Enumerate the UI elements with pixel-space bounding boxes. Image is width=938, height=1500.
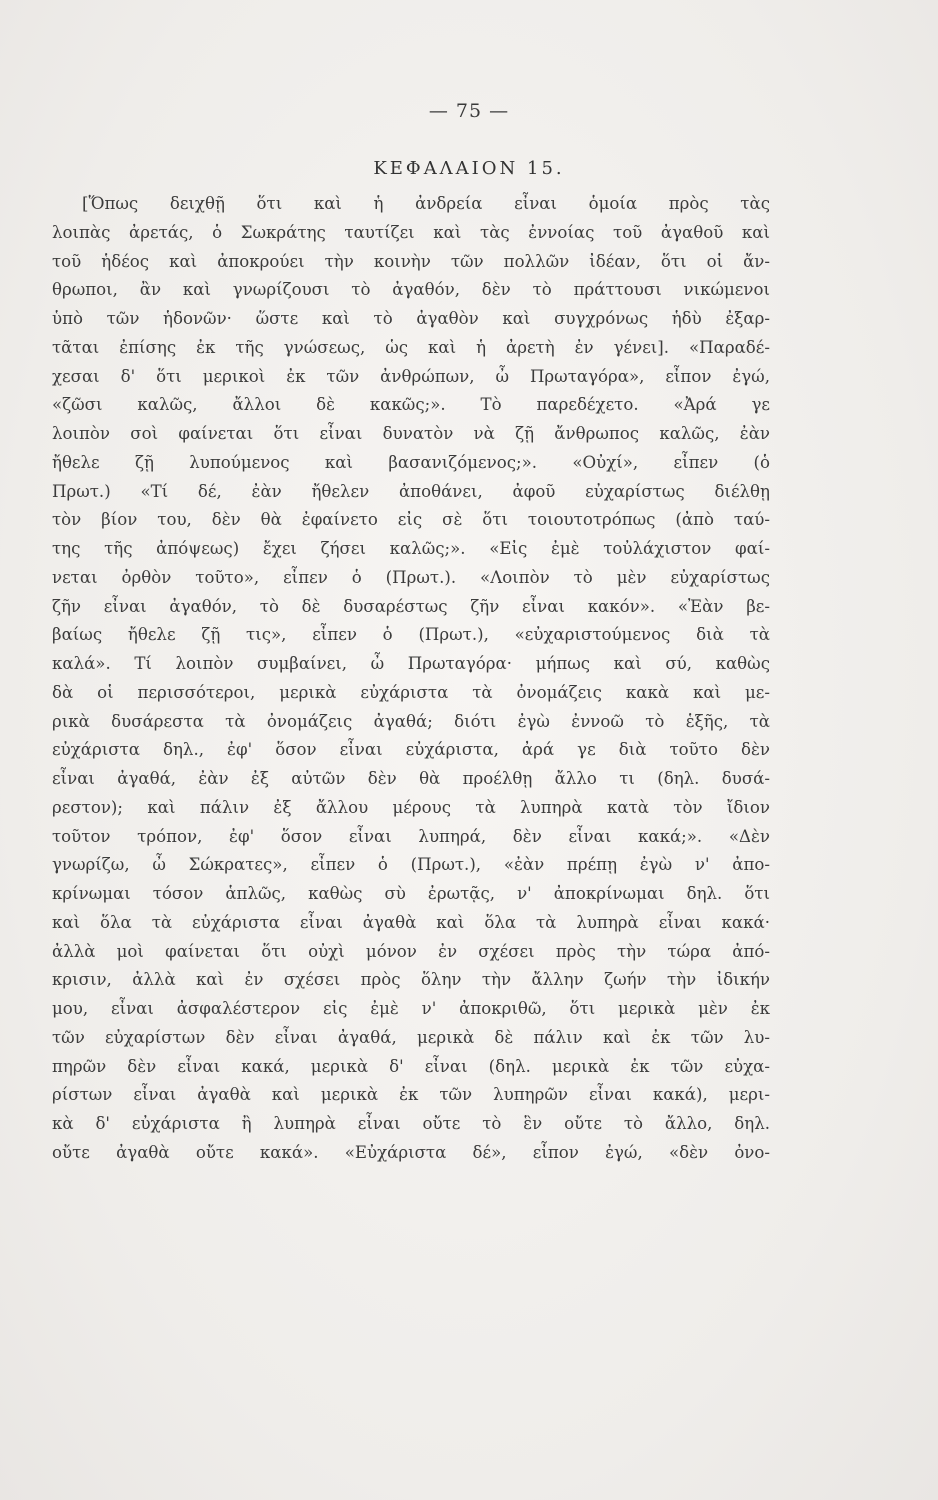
text-line: θρωποι, ἂν καὶ γνωρίζουσι τὸ ἀγαθόν, δὲν τὸ πράττουσι νικώμενοι	[52, 280, 770, 300]
text-line: μου, εἶναι ἀσφαλέστερον εἰς ἐμὲ ν' ἀποκριθῶ, ὅτι μερικὰ μὲν ἐκ	[52, 999, 770, 1018]
text-line: τὸν βίον του, δὲν θὰ ἐφαίνετο εἰς σὲ ὅτι τοιουτοτρόπως (ἀπὸ ταύ-	[52, 510, 770, 530]
text-line: ὑπὸ τῶν ἡδονῶν· ὥστε καὶ τὸ ἀγαθὸν καὶ συγχρόνως ἡδὺ ἐξαρ-	[52, 309, 770, 328]
text-line: γνωρίζω, ὦ Σώκρατες», εἶπεν ὁ (Πρωτ.), «ἐὰν πρέπῃ ἐγὼ ν' ἀπο-	[52, 855, 770, 875]
body-text	[52, 190, 770, 1168]
text-line: «ζῶσι καλῶς, ἄλλοι δὲ κακῶς;». Τὸ παρεδέχετο. «Ἀρά γε	[52, 395, 770, 415]
text-line: χεσαι δ' ὅτι μερικοὶ ἐκ τῶν ἀνθρώπων, ὦ Πρωταγόρα», εἶπον ἐγώ,	[52, 366, 770, 386]
text-line: λοιπὸν σοὶ φαίνεται ὅτι εἶναι δυνατὸν νὰ ζῇ ἄνθρωπος καλῶς, ἐὰν	[52, 424, 770, 443]
text-line: ζῆν εἶναι ἀγαθόν, τὸ δὲ δυσαρέστως ζῆν εἶναι κακόν». «Ἐὰν βε-	[52, 596, 770, 616]
text-line: κρισιν, ἀλλὰ καὶ ἐν σχέσει πρὸς ὅλην τὴν ἄλλην ζωήν τὴν ἰδικήν	[52, 970, 770, 990]
text-line: καὶ ὅλα τὰ εὐχάριστα εἶναι ἀγαθὰ καὶ ὅλα τὰ λυπηρὰ εἶναι κακά·	[52, 912, 770, 932]
text-line: πηρῶν δὲν εἶναι κακά, μερικὰ δ' εἶναι (δηλ. μερικὰ ἐκ τῶν εὐχα-	[52, 1056, 770, 1076]
text-line: εὐχάριστα δηλ., ἐφ' ὅσον εἶναι εὐχάριστα, ἀρά γε διὰ τοῦτο δὲν	[52, 740, 770, 760]
text-line: κὰ δ' εὐχάριστα ἢ λυπηρὰ εἶναι οὔτε τὸ ἓν οὔτε τὸ ἄλλο, δηλ.	[52, 1114, 770, 1133]
page-number: — 75 —	[428, 100, 510, 122]
text-line: ρίστων εἶναι ἀγαθὰ καὶ μερικὰ ἐκ τῶν λυπηρῶν εἶναι κακά), μερι-	[52, 1085, 770, 1105]
text-line: δὰ οἱ περισσότεροι, μερικὰ εὐχάριστα τὰ ὀνομάζεις κακὰ καὶ με-	[52, 682, 770, 702]
chapter-heading: ΚΕΦΑΛΑΙΟΝ 15.	[373, 158, 565, 179]
text-line: εἶναι ἀγαθά, ἐὰν ἐξ αὐτῶν δὲν θὰ προέλθῃ ἄλλο τι (δηλ. δυσά-	[52, 769, 770, 788]
text-line: [Ὅπως δειχθῇ ὅτι καὶ ἡ ἀνδρεία εἶναι ὁμοία πρὸς τὰς	[82, 194, 770, 213]
text-line: ἀλλὰ μοὶ φαίνεται ὅτι οὐχὶ μόνον ἐν σχέσει πρὸς τὴν τώρα ἀπό-	[52, 941, 770, 961]
text-line: τῶν εὐχαρίστων δὲν εἶναι ἀγαθά, μερικὰ δὲ πάλιν καὶ ἐκ τῶν λυ-	[52, 1027, 770, 1047]
text-line: τᾶται ἐπίσης ἐκ τῆς γνώσεως, ὡς καὶ ἡ ἀρετὴ ἐν γένει]. «Παραδέ-	[52, 337, 770, 357]
text-line: της τῆς ἀπόψεως) ἔχει ζήσει καλῶς;». «Εἰς ἐμὲ τοὐλάχιστον φαί-	[52, 539, 770, 558]
text-line: οὔτε ἀγαθὰ οὔτε κακά». «Εὐχάριστα δέ», εἶπον ἐγώ, «δὲν ὀνο-	[52, 1142, 770, 1162]
text-line: ρεστον); καὶ πάλιν ἐξ ἄλλου μέρους τὰ λυπηρὰ κατὰ τὸν ἴδιον	[52, 797, 770, 817]
text-line: τοῦτον τρόπον, ἐφ' ὅσον εἶναι λυπηρά, δὲν εἶναι κακά;». «Δὲν	[52, 826, 770, 846]
text-line: Πρωτ.) «Τί δέ, ἐὰν ἤθελεν ἀποθάνει, ἀφοῦ εὐχαρίστως διέλθῃ	[52, 481, 770, 501]
text-line: βαίως ἤθελε ζῇ τις», εἶπεν ὁ (Πρωτ.), «εὐχαριστούμενος διὰ τὰ	[52, 625, 770, 645]
text-line: τοῦ ἡδέος καὶ ἀποκρούει τὴν κοινὴν τῶν πολλῶν ἰδέαν, ὅτι οἱ ἄν-	[52, 251, 770, 271]
text-line: νεται ὀρθὸν τοῦτο», εἶπεν ὁ (Πρωτ.). «Λοιπὸν τὸ μὲν εὐχαρίστως	[52, 567, 770, 587]
text-line: καλά». Τί λοιπὸν συμβαίνει, ὦ Πρωταγόρα· μήπως καὶ σύ, καθὼς	[52, 654, 770, 673]
text-line: κρίνωμαι τόσον ἁπλῶς, καθὼς σὺ ἐρωτᾷς, ν' ἀποκρίνωμαι δηλ. ὅτι	[52, 884, 770, 903]
text-line: ἤθελε ζῇ λυπούμενος καὶ βασανιζόμενος;». «Οὐχί», εἶπεν (ὁ	[52, 452, 770, 472]
text-line: ρικὰ δυσάρεστα τὰ ὀνομάζεις ἀγαθά; διότι ἐγὼ ἐννοῶ τὸ ἑξῆς, τὰ	[52, 711, 770, 731]
text-line: λοιπὰς ἀρετάς, ὁ Σωκράτης ταυτίζει καὶ τὰς ἐννοίας τοῦ ἀγαθοῦ καὶ	[52, 222, 770, 242]
